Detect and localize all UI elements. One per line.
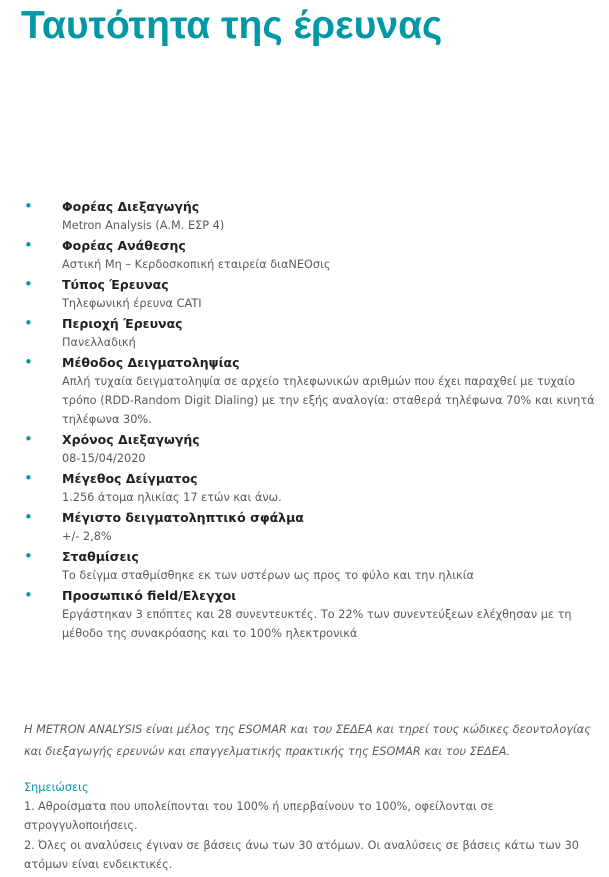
- item-label: Σταθμίσεις: [62, 549, 139, 564]
- item-value: +/- 2,8%: [62, 530, 112, 543]
- item-label: Τύπος Έρευνας: [62, 277, 169, 292]
- list-item: [24, 586, 604, 643]
- item-label: Χρόνος Διεξαγωγής: [62, 432, 200, 447]
- esomar-disclaimer: Η METRON ANALYSIS είναι μέλος της ESOMAR και του ΣΕΔΕΑ και τηρεί τους κώδικες δεοντολογίας και διεξαγωγής ερευνών και επαγγελματικής πρακτικής της ESOMAR και του ΣΕΔΕΑ.: [24, 723, 591, 758]
- note-text: Όλες οι αναλύσεις έγιναν σε βάσεις άνω των 30 ατόμων. Οι αναλύσεις σε βάσεις κάτω των 30 ατόμων είναι ενδεικτικές.: [24, 839, 579, 871]
- bullet-icon: •: [24, 430, 33, 448]
- list-item: [24, 275, 604, 313]
- note-number: 1.: [24, 800, 35, 813]
- item-value: 08-15/04/2020: [62, 452, 146, 465]
- bullet-icon: •: [24, 547, 33, 565]
- item-value: Απλή τυχαία δειγματοληψία σε αρχείο τηλεφωνικών αριθμών που έχει παραχθεί με τυχαίο τρόπο (RDD-Random Digit Dialing) με την εξής αναλογία: σταθερά τηλέφωνα 70% και κινητά τηλέφωνα 30%.: [62, 375, 595, 426]
- page-title: Ταυτότητα της έρευνας: [21, 4, 443, 47]
- survey-details-list: [24, 197, 604, 644]
- note-item: [24, 836, 584, 874]
- item-value: Το δείγμα σταθμίσθηκε εκ των υστέρων ως προς το φύλο και την ηλικία: [62, 569, 474, 582]
- list-item: [24, 469, 604, 507]
- list-item: [24, 430, 604, 468]
- item-label: Φορέας Ανάθεσης: [62, 238, 186, 253]
- bullet-icon: •: [24, 314, 33, 332]
- bullet-icon: •: [24, 586, 33, 604]
- item-label: Μέγιστο δειγματοληπτικό σφάλμα: [62, 510, 304, 525]
- item-label: Μέγεθος Δείγματος: [62, 471, 198, 486]
- notes-list: [24, 797, 584, 875]
- item-value: Αστική Mη – Κερδοσκοπική εταιρεία διαΝΕΟσις: [62, 258, 331, 271]
- list-item: [24, 353, 604, 429]
- item-value: Εργάστηκαν 3 επόπτες και 28 συνεντευκτές. Το 22% των συνεντεύξεων ελέχθησαν με τη μέθοδο της συνακρόασης και το 100% ηλεκτρονικά: [62, 608, 572, 640]
- item-value: Metron Analysis (Α.Μ. ΕΣΡ 4): [62, 219, 225, 232]
- list-item: [24, 547, 604, 585]
- list-item: [24, 197, 604, 235]
- note-item: [24, 797, 584, 835]
- list-item: [24, 236, 604, 274]
- bullet-icon: •: [24, 469, 33, 487]
- item-value: Τηλεφωνική έρευνα CATI: [62, 297, 202, 310]
- bullet-icon: •: [24, 353, 33, 371]
- item-label: Περιοχή Έρευνας: [62, 316, 183, 331]
- note-text: Αθροίσματα που υπολείπονται του 100% ή υπερβαίνουν το 100%, οφείλονται σε στρογγυλοποιήσεις.: [24, 800, 494, 832]
- bullet-icon: •: [24, 275, 33, 293]
- list-item: [24, 314, 604, 352]
- item-label: Μέθοδος Δειγματοληψίας: [62, 355, 240, 370]
- notes-title: Σημειώσεις: [24, 781, 89, 794]
- item-label: Προσωπικό field/Ελεγχοι: [62, 588, 237, 603]
- item-value: 1.256 άτομα ηλικίας 17 ετών και άνω.: [62, 491, 282, 504]
- item-value: Πανελλαδική: [62, 336, 136, 349]
- list-item: [24, 508, 604, 546]
- bullet-icon: •: [24, 236, 33, 254]
- item-label: Φορέας Διεξαγωγής: [62, 199, 200, 214]
- note-number: 2.: [24, 839, 35, 852]
- bullet-icon: •: [24, 197, 33, 215]
- bullet-icon: •: [24, 508, 33, 526]
